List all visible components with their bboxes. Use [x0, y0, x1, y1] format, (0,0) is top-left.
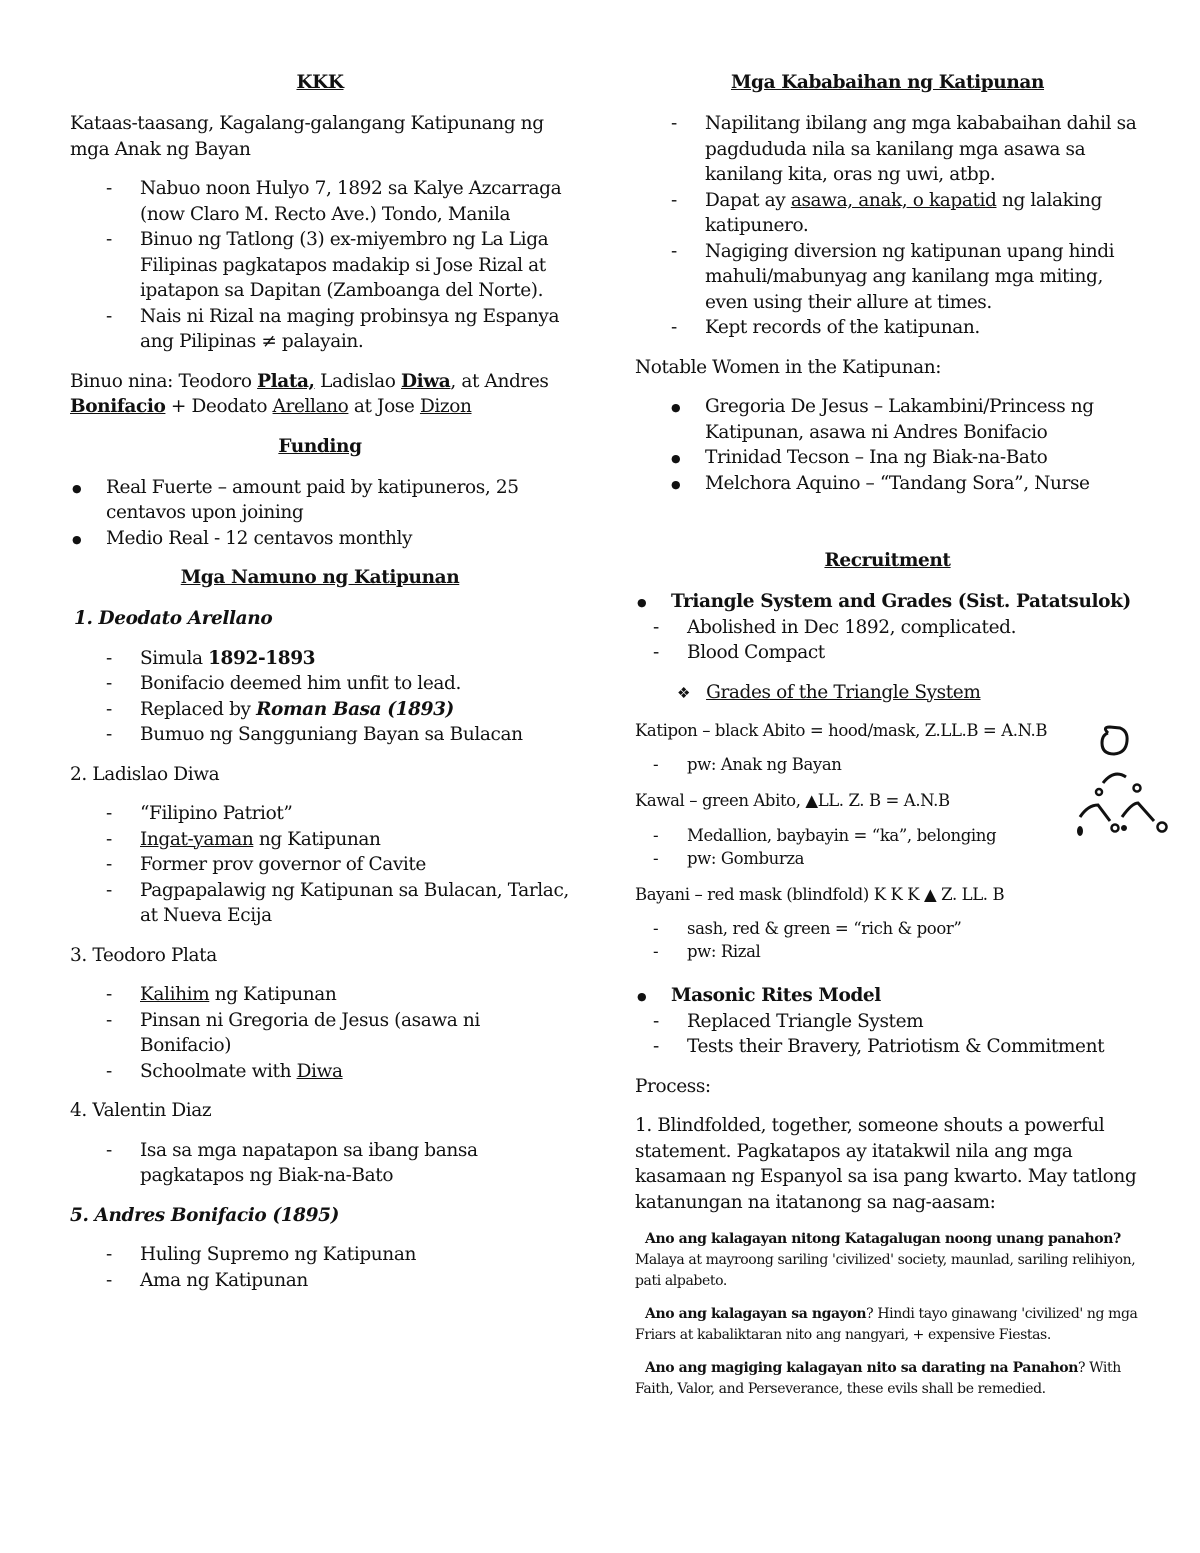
- list-item: - Former prov governor of Cavite: [140, 852, 570, 878]
- list-item: - Nabuo noon Hulyo 7, 1892 sa Kalye Azcarraga (now Claro M. Recto Ave.) Tondo, Manila: [140, 176, 570, 227]
- list-item: - Bonifacio deemed him unfit to lead.: [140, 671, 570, 697]
- masonic-list: [635, 983, 1140, 1009]
- list-item: - Nais ni Rizal na maging probinsya ng Espanya ang Pilipinas ≠ palayain.: [140, 304, 570, 355]
- question-3: Ano ang magiging kalagayan nito sa darating na Panahon? With Faith, Valor, and Perseverance, these evils shall be remedied.: [635, 1360, 1121, 1397]
- notable-women-list: [635, 394, 1140, 496]
- list-item: - Pinsan ni Gregoria de Jesus (asawa ni Bonifacio): [140, 1008, 570, 1059]
- diamond-bullet-icon: ❖: [677, 683, 691, 702]
- founder-name: Diwa: [401, 370, 451, 392]
- triangle-system-list: [635, 589, 1140, 615]
- triangle-system-items: [635, 615, 1140, 666]
- process-text: 1. Blindfolded, together, someone shouts a powerful statement. Pagkatapos ay itatakwil nila ang mga kasamaan ng Espanyol sa isa pang kwarto. May tatlong katanungan na itatanong sa nag-aasam:: [635, 1115, 1137, 1213]
- list-item: - Dapat ay asawa, anak, o kapatid ng lalaking katipunero.: [705, 188, 1140, 239]
- list-item: - Replaced Triangle System: [687, 1009, 1140, 1035]
- recruitment-heading: Recruitment: [824, 550, 951, 571]
- leader-5-name: 5. Andres Bonifacio (1895): [70, 1204, 339, 1226]
- list-item: - Replaced by Roman Basa (1893): [140, 697, 570, 723]
- right-column: [635, 70, 1140, 1412]
- list-item: - Kept records of the katipunan.: [705, 315, 1140, 341]
- list-item: - Tests their Bravery, Patriotism & Commitment: [687, 1034, 1140, 1060]
- list-item: - Napilitang ibilang ang mga kababaihan dahil sa pagdududa nila sa kanilang mga asawa sa kanilang kita, oras ng uwi, atbp.: [705, 111, 1140, 188]
- kkk-heading: KKK: [296, 72, 344, 93]
- notable-women-label: Notable Women in the Katipunan:: [635, 356, 942, 378]
- triangle-doodle-icon: [1070, 725, 1175, 845]
- leader-1-name: 1. Deodato Arellano: [74, 608, 273, 629]
- leader-2-name: 2. Ladislao Diwa: [70, 763, 220, 785]
- list-item: - Blood Compact: [687, 640, 1140, 666]
- founders-line: Binuo nina: Teodoro Plata, Ladislao Diwa, at Andres Bonifacio + Deodato Arellano at Jose Dizon: [70, 370, 549, 417]
- masonic-items: [635, 1009, 1140, 1060]
- list-item: - Binuo ng Tatlong (3) ex-miyembro ng La Liga Filipinas pagkatapos madakip si Jose Rizal at ipatapon sa Dapitan (Zamboanga del Norte).: [140, 227, 570, 304]
- list-item: - pw: Anak ng Bayan: [687, 753, 1140, 776]
- founder-name: Bonifacio: [70, 396, 166, 417]
- kawal-items: [635, 824, 1140, 870]
- list-item: - Ingat-yaman ng Katipunan: [140, 827, 570, 853]
- list-item: ● Melchora Aquino – “Tandang Sora”, Nurse: [705, 471, 1140, 497]
- list-item: - Abolished in Dec 1892, complicated.: [687, 615, 1140, 641]
- list-item: - sash, red & green = “rich & poor”: [687, 917, 1140, 940]
- list-item: ● Trinidad Tecson – Ina ng Biak-na-Bato: [705, 445, 1140, 471]
- list-item: - Schoolmate with Diwa: [140, 1059, 570, 1085]
- funding-list: [70, 475, 570, 552]
- founder-name: Plata,: [257, 370, 315, 392]
- leader-2-list: [70, 801, 570, 929]
- question-1: Ano ang kalagayan nitong Katagalugan noong unang panahon? Malaya at mayroong sariling 'civilized' society, maunlad, sariling relihiyon, pati alpabeto.: [635, 1231, 1136, 1289]
- women-list: [635, 111, 1140, 341]
- leader-3-list: [70, 982, 570, 1084]
- kawal-grade: Kawal – green Abito, ▲LL. Z. B = A.N.B: [635, 791, 950, 810]
- leader-5-list: [70, 1242, 570, 1293]
- katipon-items: [635, 753, 1140, 776]
- list-item: ● Gregoria De Jesus – Lakambini/Princess ng Katipunan, asawa ni Andres Bonifacio: [705, 394, 1140, 445]
- leader-4-list: [70, 1138, 570, 1189]
- triangle-system-title: ● Triangle System and Grades (Sist. Patatsulok): [671, 589, 1140, 615]
- leaders-heading: Mga Namuno ng Katipunan: [180, 567, 460, 588]
- list-item: ● Real Fuerte – amount paid by katipuneros, 25 centavos upon joining: [106, 475, 570, 526]
- list-item: - Bumuo ng Sangguniang Bayan sa Bulacan: [140, 722, 570, 748]
- grades-title-line: [635, 680, 1140, 706]
- leader-4-name: 4. Valentin Diaz: [70, 1100, 212, 1121]
- list-item: - Medallion, baybayin = “ka”, belonging: [687, 824, 1140, 847]
- list-item: - Simula 1892-1893: [140, 646, 570, 672]
- women-heading: Mga Kababaihan ng Katipunan: [730, 72, 1045, 93]
- leader-1-list: [70, 646, 570, 748]
- list-item: - “Filipino Patriot”: [140, 801, 570, 827]
- funding-heading: Funding: [278, 435, 362, 457]
- list-item: - Ama ng Katipunan: [140, 1268, 570, 1294]
- list-item: - Pagpapalawig ng Katipunan sa Bulacan, Tarlac, at Nueva Ecija: [140, 878, 570, 929]
- list-item: - pw: Gomburza: [687, 847, 1140, 870]
- list-item: - Isa sa mga napatapon sa ibang bansa pagkatapos ng Biak-na-Bato: [140, 1138, 570, 1189]
- founder-name: Arellano: [272, 396, 349, 417]
- kkk-full-name: Kataas-taasang, Kagalang-galangang Katipunang ng mga Anak ng Bayan: [70, 113, 544, 160]
- process-label: Process:: [635, 1075, 711, 1097]
- founder-name: Dizon: [419, 396, 472, 417]
- masonic-title: ● Masonic Rites Model: [671, 983, 1140, 1009]
- list-item: - pw: Rizal: [687, 940, 1140, 963]
- question-2: Ano ang kalagayan sa ngayon? Hindi tayo ginawang 'civilized' ng mga Friars at kabaliktaran nito ang nangyari, + expensive Fiestas.: [635, 1306, 1138, 1343]
- katipon-grade: Katipon – black Abito = hood/mask, Z.LL.B = A.N.B: [635, 720, 1048, 740]
- bayani-items: [635, 917, 1140, 963]
- bayani-grade: Bayani – red mask (blindfold) K K K ▲ Z. LL. B: [635, 884, 1005, 904]
- list-item: - Kalihim ng Katipunan: [140, 982, 570, 1008]
- list-item: ● Medio Real - 12 centavos monthly: [106, 526, 570, 552]
- grades-title: Grades of the Triangle System: [706, 681, 981, 703]
- left-column: [70, 70, 570, 1307]
- leader-3-name: 3. Teodoro Plata: [70, 944, 217, 966]
- triangle-hierarchy-drawing: [1070, 725, 1175, 850]
- list-item: - Nagiging diversion ng katipunan upang hindi mahuli/mabunyag ang kanilang mga miting, even using their allure at times.: [705, 239, 1140, 316]
- list-item: - Huling Supremo ng Katipunan: [140, 1242, 570, 1268]
- kkk-list: [70, 176, 570, 355]
